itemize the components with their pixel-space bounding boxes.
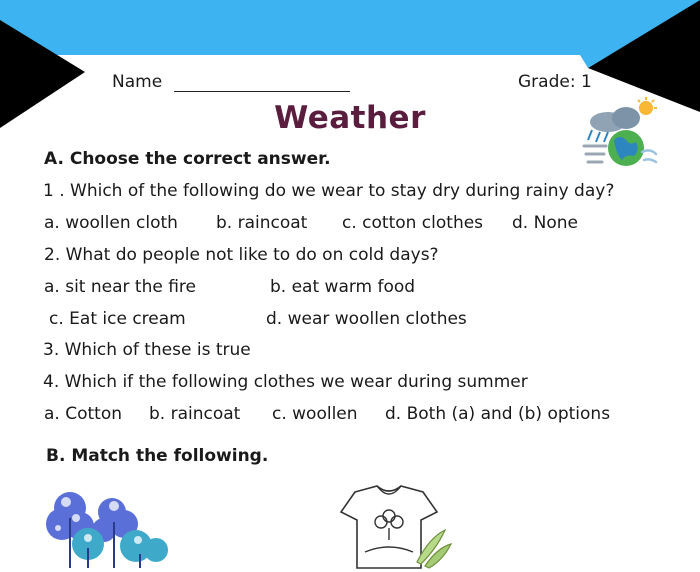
grade-label: Grade: 1 [518,72,592,92]
question-1: 1 . Which of the following do we wear to stay dry during rainy day? [43,181,615,201]
section-a-heading: A. Choose the correct answer. [44,149,331,169]
q2-option-c[interactable]: c. Eat ice cream [49,309,186,329]
q1-option-d[interactable]: d. None [512,213,578,233]
q4-option-d[interactable]: d. Both (a) and (b) options [385,404,611,424]
question-4: 4. Which if the following clothes we wear during summer [43,372,528,392]
question-2: 2. What do people not like to do on cold days? [44,245,439,265]
q2-option-d[interactable]: d. wear woollen clothes [266,309,467,329]
q2-option-a[interactable]: a. sit near the fire [44,277,197,297]
weather-icon [578,96,660,176]
winter-trees-image [40,478,170,568]
question-3: 3. Which of these is true [43,340,251,360]
q4-option-a[interactable]: a. Cotton [44,404,123,424]
q1-option-c[interactable]: c. cotton clothes [342,213,484,233]
name-label: Name [112,72,163,92]
q4-option-b[interactable]: b. raincoat [149,404,241,424]
q1-option-a[interactable]: a. woollen cloth [44,213,178,233]
q2-option-b[interactable]: b. eat warm food [270,277,416,297]
q1-option-b[interactable]: b. raincoat [216,213,308,233]
q4-option-c[interactable]: c. woollen [272,404,358,424]
name-input-line[interactable] [174,91,350,92]
page-title: Weather [274,100,426,136]
section-b-heading: B. Match the following. [46,446,269,466]
tshirt-cotton-image [325,482,455,572]
